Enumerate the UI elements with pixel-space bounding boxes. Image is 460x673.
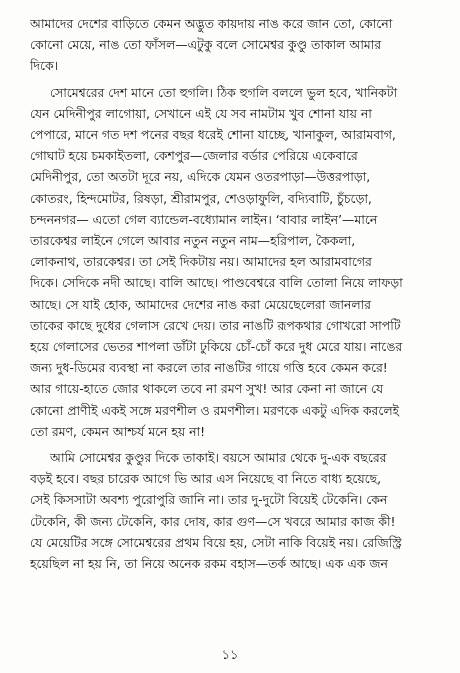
text-line: কোনো মেয়ে, নাঙ তো ফাঁসল—এটুকু বলে সোমেশ্বর কুণ্ডু তাকাল আমার bbox=[30, 37, 382, 53]
text-line: সোমেশ্বরের দেশ মানে তো হুগলি। ঠিক হুগলি বললে ভুল হবে, খানিকটা bbox=[50, 84, 398, 100]
text-line: পেপারে, মানে গত দশ পনের বছর ধরেই শোনা যাচ্ছে, খানাকুল, আরামবাগ, bbox=[30, 127, 396, 143]
text-line: দিকে। bbox=[30, 58, 59, 74]
text-line: হয়ে গেলাসের ভেতর শাপলা ডাঁটা ঢুকিয়ে চোঁ-চোঁ করে দুধ মেরে যায়। নাঙের bbox=[30, 339, 403, 355]
text-line: আমি সোমেশ্বর কুণ্ডুর দিকে তাকাই। বয়সে আমার থেকে দু-এক বছরের bbox=[50, 450, 387, 466]
text-line: চন্দননগর— এতো গেল ব্যান্ডেল-বধ্যোমান লাইন। ‘বাবার লাইন’—মানে bbox=[30, 211, 378, 227]
text-line: তাকের কাছে দুধের গেলাস রেখে দেয়। তার নাঙটি রূপকথার গোখরো সাপটি bbox=[30, 317, 401, 333]
text-line: আমাদের দেশের বাড়িতে কেমন অদ্ভুত কায়দায় নাঙ করে জান তো, কোনো bbox=[30, 16, 393, 31]
text-line: বড়ই হবে। বছর চারেক আগে ভি আর এস নিয়েছে বা নিতে বাধ্য হয়েছে, bbox=[30, 471, 382, 487]
text-line: টেকেনি, কী জন্য টেকেনি, কার দোষ, কার গুণ—সে খবরে আমার কাজ কী! bbox=[30, 513, 396, 529]
text-line: তারকেশ্বর লাইনে গেলে আবার নতুন নতুন নাম—হরিপাল, কৈকলা, bbox=[30, 233, 356, 249]
paragraph-1 bbox=[30, 13, 430, 77]
text-line: আছে। সে যাই হোক, আমাদের দেশের নাঙ করা মেয়েছেলেরা জানলার bbox=[30, 296, 371, 312]
page-number: ১১ bbox=[221, 648, 239, 663]
paragraph-2 bbox=[30, 82, 430, 442]
text-line: সেই কিসসাটা অবশ্য পুরোপুরি জানি না। তার দু-দুটো বিয়েই টেকেনি। কেন bbox=[30, 492, 388, 508]
text-line: গোঘাট হয়ে চমকাইতলা, কেশপুর—জেলার বর্ডার পেরিয়ে একেবারে bbox=[30, 148, 358, 164]
text-line: কোতরং, হিন্দমোটর, রিষড়া, শ্রীরামপুর, শেওড়াফুলি, বদ্যিবাটি, চুঁচড়ো, bbox=[30, 190, 372, 206]
text-line: তো রমণ, কেমন আশ্চর্য মনে হয় না! bbox=[30, 423, 206, 439]
text-line: হয়েছিল না হয় নি, তা নিয়ে অনেক রকম বহাস—তর্ক আছে। এক এক জন bbox=[30, 556, 388, 572]
text-line: জন্য দুধ-ডিমের ব্যবস্থা না করলে তার নাঙটির গায়ে গত্তি হবে কেমন করে! bbox=[30, 360, 388, 376]
paragraph-3 bbox=[30, 447, 430, 574]
text-line: যে মেয়েটির সঙ্গে সোমেশ্বরের প্রথম বিয়ে হয়, সেটা নাকি বিয়েই নয়। রেজিস্ট্রি bbox=[30, 534, 402, 550]
text-line: দিকে। সেদিকে নদী আছে। বালি আছে। পাণ্ডবেশ্বরে বালি তোলা নিয়ে লাফড়া bbox=[30, 275, 403, 291]
text-line: মেদিনীপুর, তো অতটা দূরে নয়, এদিকে যেমন ওতরপাড়া—উত্তরপাড়া, bbox=[30, 169, 371, 185]
text-line: আর গায়ে-হাতে জোর থাকলে তবে না রমণ সুখ! আর কেনা না জানে যে bbox=[30, 381, 384, 397]
text-line: কোনো প্রাণীই একই সঙ্গে মরণশীল ও রমণশীল। মরণকে একটু এদিক করলেই bbox=[30, 402, 400, 418]
text-line: যেন মেদিনীপুর লাগোয়া, সেখানে এই যে সব নামটাম খুব শোনা যায় না bbox=[30, 105, 372, 121]
text-line: লোকনাথ, তারকেশ্বর। তা সেই দিকটায় নয়। আমাদের হল আরামবাগের bbox=[30, 254, 372, 270]
